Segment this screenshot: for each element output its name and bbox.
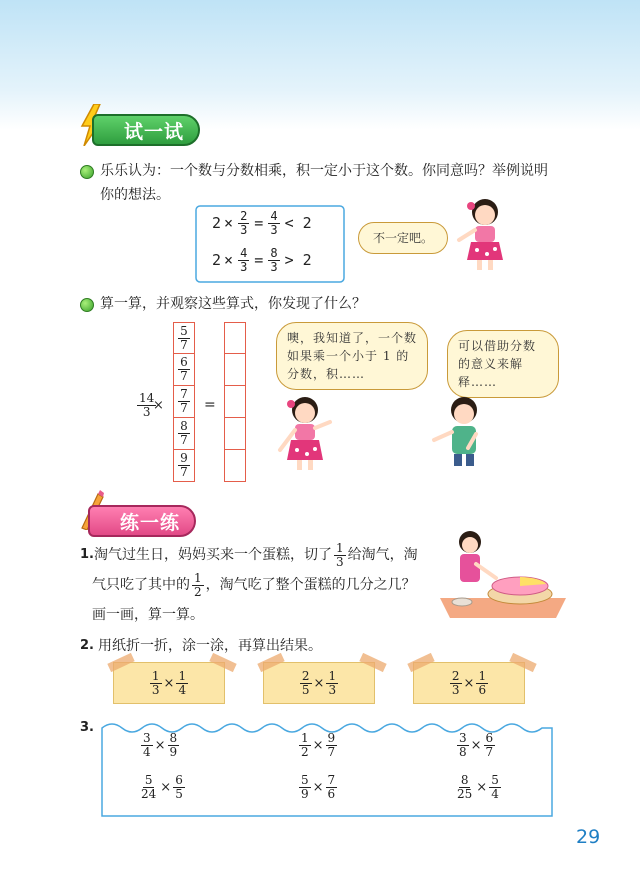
p3-number: 3. bbox=[80, 720, 94, 735]
p3-item-3: $\frac{3}{8}$ × $\frac{6}{7}$ bbox=[459, 731, 494, 759]
q1-text-line1: 乐乐认为：一个数与分数相乘，积一定小于这个数。你同意吗？举例说明 bbox=[100, 163, 548, 179]
equals-sign: = bbox=[204, 397, 216, 413]
p3-item-4: $\frac{5}{24}$ × $\frac{6}{5}$ bbox=[141, 773, 183, 801]
fraction-cell: $\frac{5}{7}$ bbox=[173, 322, 195, 354]
bullet-icon bbox=[80, 165, 94, 179]
answer-column bbox=[224, 322, 246, 482]
p3-item-6: $\frac{8}{25}$ × $\frac{5}{4}$ bbox=[457, 773, 499, 801]
boy-illustration bbox=[428, 392, 498, 474]
fraction-cell: $\frac{8}{7}$ bbox=[173, 418, 195, 450]
answer-cell[interactable] bbox=[224, 386, 246, 418]
fraction-cell: $\frac{9}{7}$ bbox=[173, 450, 195, 482]
fraction-card-3: $\frac{2}{3}$ × $\frac{1}{6}$ bbox=[413, 662, 525, 704]
answer-cell[interactable] bbox=[224, 354, 246, 386]
bullet-icon bbox=[80, 298, 94, 312]
speech-bubble-1: 不一定吧。 bbox=[358, 222, 448, 254]
page-number: 29 bbox=[576, 826, 601, 848]
speech-bubble-2: 噢，我知道了，一个数如果乘一个小于 1 的分数，积…… bbox=[276, 322, 428, 390]
p1-line1: 1. 淘气过生日，妈妈买来一个蛋糕，切了 $\frac{1}{3}$ 给淘气，淘 bbox=[80, 540, 418, 569]
fraction-column bbox=[173, 322, 195, 482]
p3-item-5: $\frac{5}{9}$ × $\frac{7}{6}$ bbox=[301, 773, 336, 801]
fraction-card-1: $\frac{1}{3}$ × $\frac{1}{4}$ bbox=[113, 662, 225, 704]
p3-item-2: $\frac{1}{2}$ × $\frac{9}{7}$ bbox=[301, 731, 336, 759]
cake-illustration bbox=[440, 528, 566, 628]
answer-cell[interactable] bbox=[224, 418, 246, 450]
section-title-try: 试一试 bbox=[92, 114, 200, 146]
q1-text-line2: 你的想法。 bbox=[100, 187, 170, 203]
girl-illustration bbox=[272, 392, 338, 478]
fraction-cell: $\frac{6}{7}$ bbox=[173, 354, 195, 386]
speech-bubble-3: 可以借助分数的意义来解释…… bbox=[447, 330, 559, 398]
fraction-card-2: $\frac{2}{5}$ × $\frac{1}{3}$ bbox=[263, 662, 375, 704]
p3-item-1: $\frac{3}{4}$ × $\frac{8}{9}$ bbox=[143, 731, 178, 759]
p1-line2: 气只吃了其中的 $\frac{1}{2}$ ，淘气吃了整个蛋糕的几分之几？ bbox=[92, 570, 416, 599]
example-line-1: 2 × $\frac{2}{3}$ = $\frac{4}{3}$ < 2 bbox=[212, 209, 312, 237]
answer-cell[interactable] bbox=[224, 450, 246, 482]
fraction-cell: $\frac{7}{7}$ bbox=[173, 386, 195, 418]
section-title-practice: 练一练 bbox=[88, 505, 196, 537]
q2-text: 算一算，并观察这些算式，你发现了什么？ bbox=[100, 296, 366, 312]
girl-illustration bbox=[455, 194, 515, 278]
p2-text: 2. 用纸折一折，涂一涂，再算出结果。 bbox=[80, 638, 322, 654]
times-sign: × bbox=[153, 398, 164, 413]
answer-cell[interactable] bbox=[224, 322, 246, 354]
p1-line3: 画一画，算一算。 bbox=[92, 607, 204, 623]
example-line-2: 2 × $\frac{4}{3}$ = $\frac{8}{3}$ > 2 bbox=[212, 246, 312, 274]
multiplicand-fraction: $\frac{14}{3}$ bbox=[139, 391, 155, 419]
